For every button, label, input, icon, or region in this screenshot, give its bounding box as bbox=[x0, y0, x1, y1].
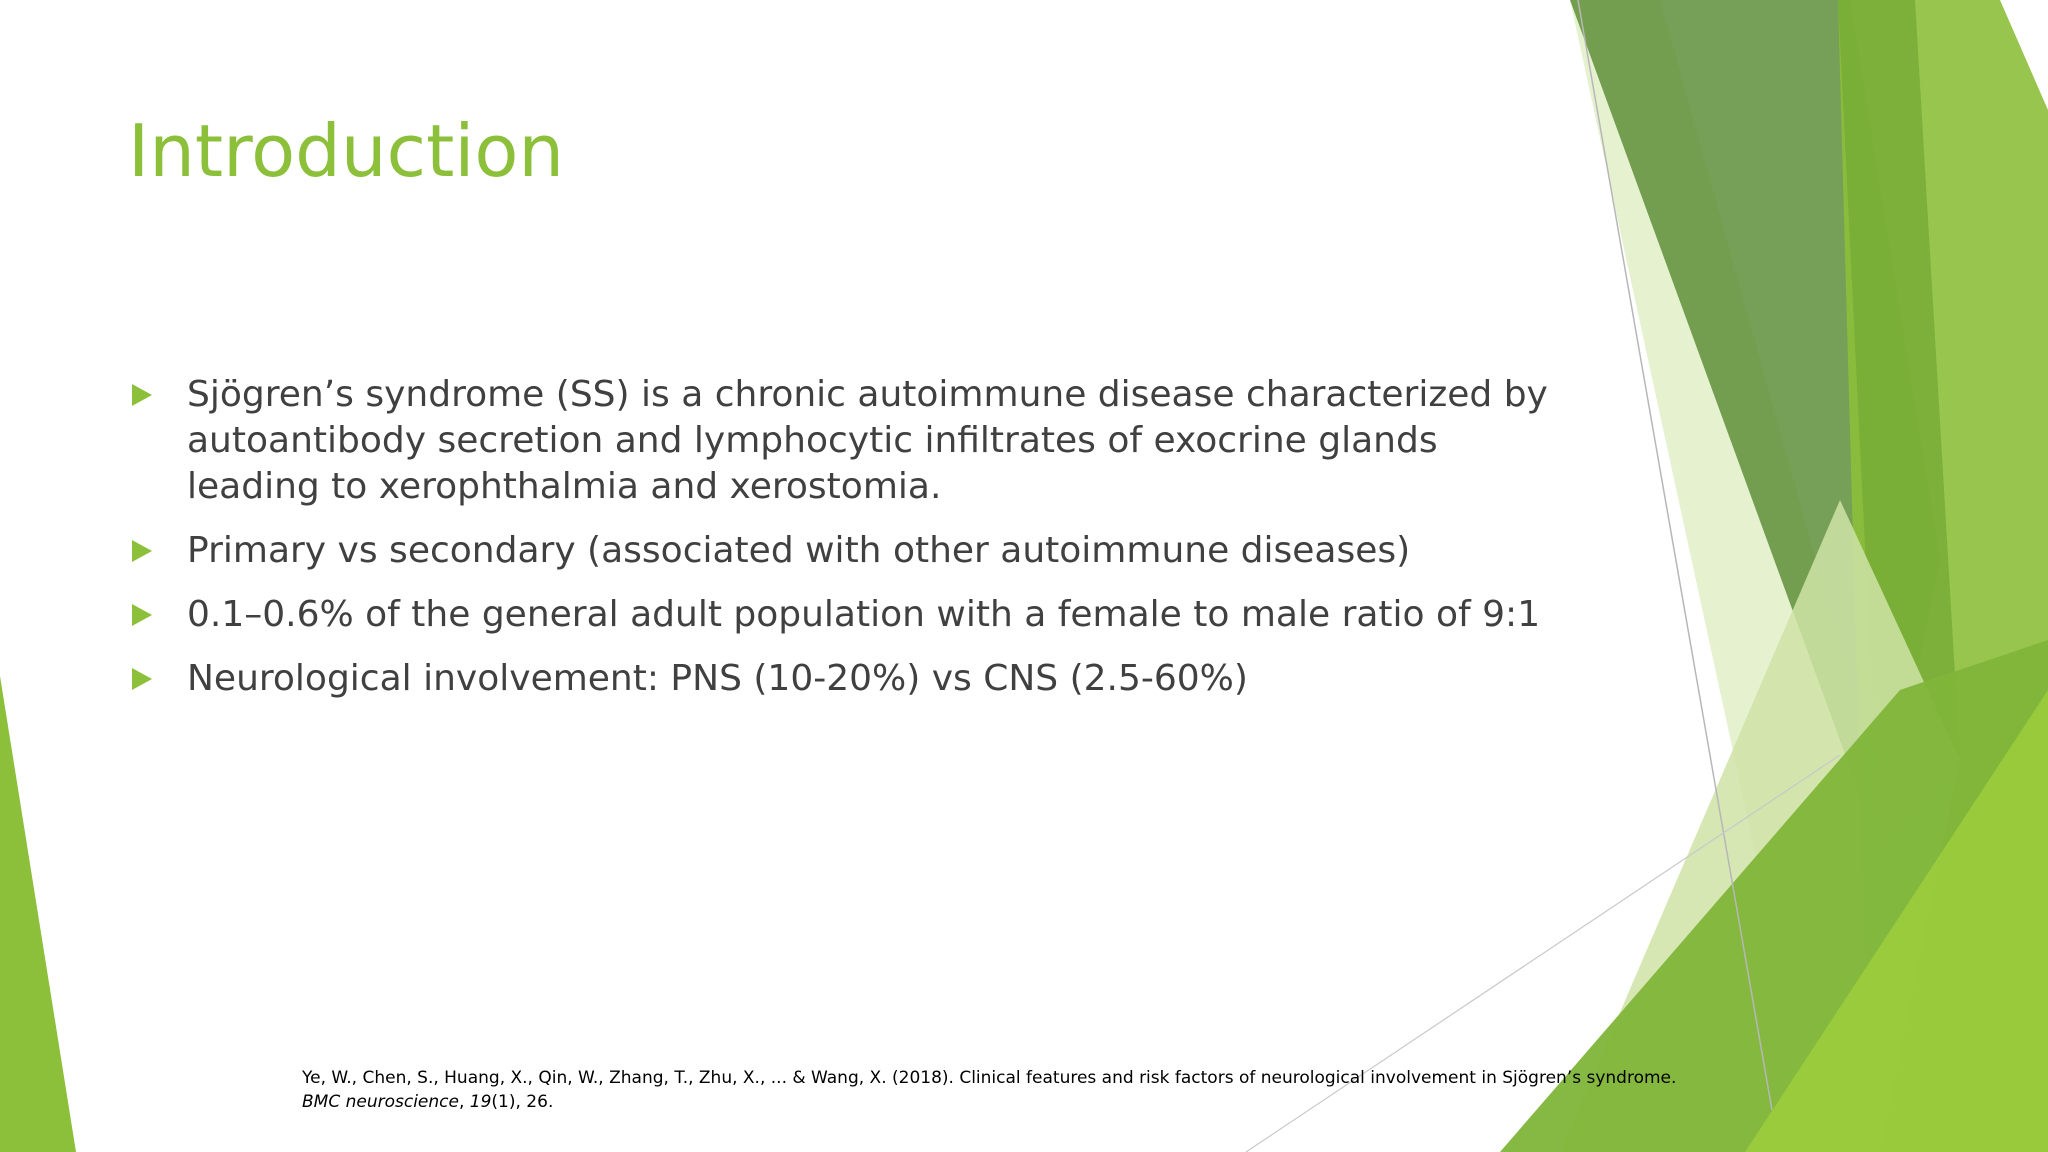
reference-citation bbox=[302, 1066, 1782, 1114]
bullet-item bbox=[132, 592, 1552, 638]
reference-tail: (1), 26. bbox=[491, 1092, 554, 1112]
reference-separator: , bbox=[458, 1092, 470, 1112]
reference-journal: BMC neuroscience bbox=[302, 1092, 459, 1112]
left-green-sliver bbox=[0, 676, 76, 1152]
triangle-right-icon bbox=[132, 668, 152, 690]
triangle-right-icon bbox=[132, 604, 152, 626]
bullet-item bbox=[132, 528, 1552, 574]
bullet-item bbox=[132, 656, 1552, 702]
bullet-list bbox=[132, 372, 1552, 720]
bullet-text: Neurological involvement: PNS (10-20%) vs CNS (2.5-60%) bbox=[187, 658, 1248, 699]
triangle-right-icon bbox=[132, 540, 152, 562]
reference-volume: 19 bbox=[469, 1092, 492, 1112]
bullet-item bbox=[132, 372, 1552, 510]
reference-line-1: Ye, W., Chen, S., Huang, X., Qin, W., Zhang, T., Zhu, X., ... & Wang, X. (2018). Clinical features and risk factors of neurological involvement in Sjögren’s syndrome. bbox=[302, 1068, 1677, 1088]
bullet-text: 0.1–0.6% of the general adult population with a female to male ratio of 9:1 bbox=[187, 594, 1541, 635]
triangle-right-icon bbox=[132, 384, 152, 406]
bullet-text: Primary vs secondary (associated with other autoimmune diseases) bbox=[187, 530, 1411, 571]
bullet-text: Sjögren’s syndrome (SS) is a chronic autoimmune disease characterized by autoantibody secretion and lymphocytic infiltrates of exocrine glands leading to xerophthalmia and xerostomia. bbox=[187, 374, 1548, 507]
reference-line-2 bbox=[302, 1090, 1782, 1114]
slide-title: Introduction bbox=[128, 109, 565, 193]
